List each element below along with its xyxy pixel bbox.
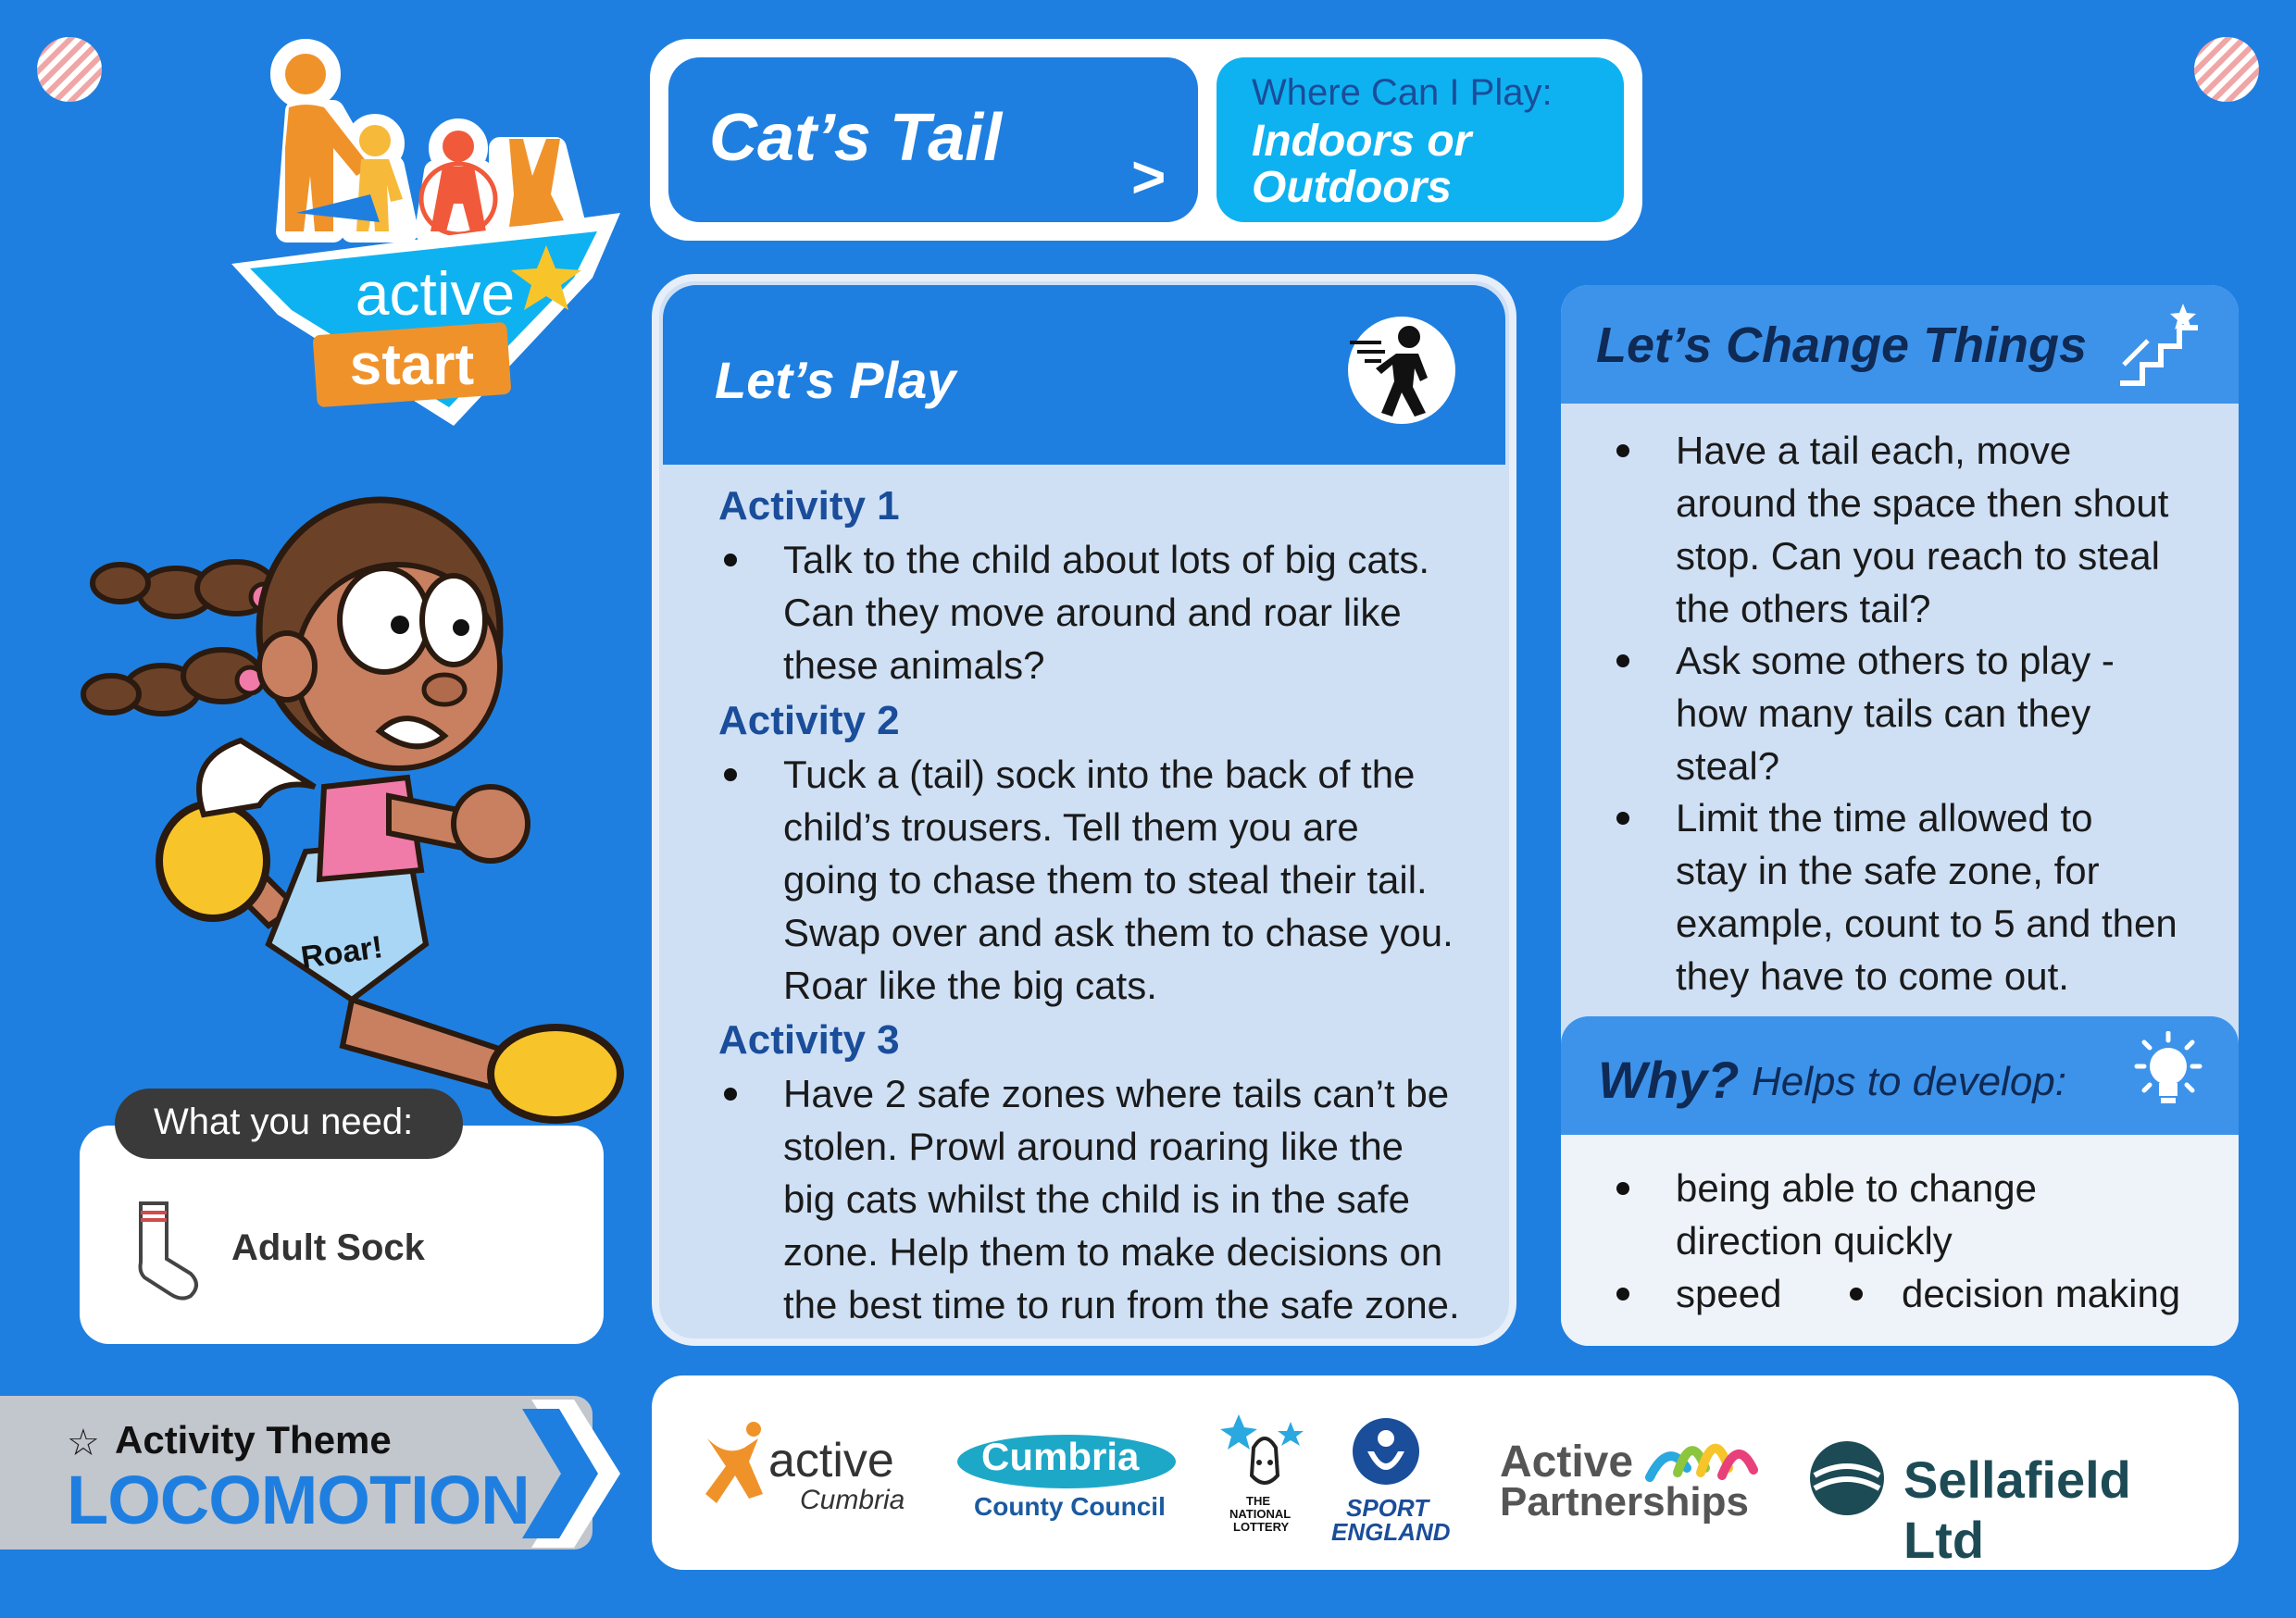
activity-3-line-3: big cats whilst the child is in the safe: [783, 1177, 1411, 1221]
change-item-2-line-2: how many tails can they: [1676, 691, 2091, 735]
change-item-1-line-2: around the space then shout: [1676, 481, 2169, 525]
theme-chevron: [518, 1400, 630, 1548]
sellafield-emblem-icon: [1807, 1438, 1887, 1518]
sport-england-logo: [1326, 1414, 1451, 1546]
why-title: Why?: [1598, 1051, 1740, 1109]
lottery-line-1: THE: [1246, 1494, 1270, 1508]
change-things-heading: Let’s Change Things: [1596, 317, 2088, 373]
active-partnerships-logo: [1496, 1422, 1765, 1524]
stairs-star-icon: [2115, 300, 2203, 389]
walking-figure-icon: [1348, 317, 1455, 424]
change-item-3-line-4: they have to come out.: [1676, 954, 2069, 998]
activity-2-line-3: going to chase them to steal their tail.: [783, 858, 1428, 902]
activity-3-line-4: zone. Help them to make decisions on: [783, 1230, 1443, 1274]
bullet: [724, 1088, 737, 1101]
where-value: Indoors or Outdoors: [1252, 117, 1472, 212]
activity-1-line-2: Can they move around and roar like: [783, 591, 1402, 634]
cumbria-cc-top: Cumbria: [981, 1435, 1140, 1478]
activity-2-title: Activity 2: [718, 698, 900, 743]
why-item-1-line-1: being able to change: [1676, 1166, 2037, 1210]
logo-text-start: start: [349, 333, 475, 397]
sport-england-emblem-icon: [1326, 1414, 1446, 1488]
where-label: Where Can I Play:: [1252, 72, 1553, 113]
change-item-2-line-1: Ask some others to play -: [1676, 639, 2115, 682]
cumbria-county-council-logo: [957, 1425, 1176, 1527]
sport-england-line-2: ENGLAND: [1331, 1518, 1451, 1546]
why-item-speed: speed: [1676, 1272, 1782, 1315]
active-cumbria-sub: Cumbria: [800, 1485, 905, 1515]
bullet: [1616, 1182, 1629, 1195]
flame-swoosh-icon: [1641, 1422, 1761, 1487]
star-outline-icon: ☆: [67, 1423, 100, 1463]
active-start-logo: [231, 37, 639, 481]
running-girl-illustration: [74, 481, 667, 1166]
national-lottery-logo: [1220, 1411, 1309, 1540]
bullet: [1616, 812, 1629, 825]
lets-play-heading: Let’s Play: [715, 351, 956, 409]
crossed-fingers-icon: [1220, 1411, 1309, 1494]
active-cumbria-logo: [689, 1420, 911, 1522]
bullet: [724, 768, 737, 781]
lightbulb-icon: [2129, 1031, 2207, 1114]
chevron-right-icon: >: [1131, 143, 1167, 210]
activity-2-line-5: Roar like the big cats.: [783, 964, 1157, 1007]
bullet: [1616, 1288, 1629, 1301]
active-partnerships-line-1: Active: [1500, 1438, 1634, 1487]
activity-1-line-3: these animals?: [783, 643, 1045, 687]
active-cumbria-figure-icon: [689, 1420, 781, 1522]
activity-1-line-1: Talk to the child about lots of big cats.: [783, 538, 1430, 581]
sport-england-line-1: SPORT: [1346, 1494, 1429, 1522]
activity-1-title: Activity 1: [718, 483, 900, 529]
cumbria-cc-bottom: County Council: [974, 1492, 1166, 1521]
why-item-1-line-2: direction quickly: [1676, 1219, 1953, 1263]
page-title: Cat’s Tail: [709, 101, 1003, 175]
bullet: [1616, 444, 1629, 457]
change-item-1-line-3: stop. Can you reach to steal: [1676, 534, 2160, 578]
need-item: Adult Sock: [231, 1227, 425, 1268]
active-cumbria-word: active: [768, 1434, 894, 1487]
change-item-3-line-2: stay in the safe zone, for: [1676, 849, 2100, 892]
change-item-3-line-3: example, count to 5 and then: [1676, 902, 2177, 945]
activity-3-line-5: the best time to run from the safe zone.: [783, 1283, 1460, 1326]
corner-decoration-right: [2194, 37, 2259, 102]
logo-text-active: active: [355, 259, 516, 328]
change-item-1-line-1: Have a tail each, move: [1676, 429, 2072, 472]
activity-3-line-1: Have 2 safe zones where tails can’t be: [783, 1072, 1450, 1115]
activity-2-line-1: Tuck a (tail) sock into the back of the: [783, 753, 1416, 796]
sock-icon: [130, 1200, 204, 1303]
corner-decoration-left: [37, 37, 102, 102]
activity-3-line-2: stolen. Prowl around roaring like the: [783, 1125, 1404, 1168]
change-item-1-line-4: the others tail?: [1676, 587, 1931, 630]
why-item-decision: decision making: [1902, 1272, 2181, 1315]
lottery-line-3: LOTTERY: [1233, 1520, 1290, 1534]
activity-2-line-4: Swap over and ask them to chase you.: [783, 911, 1454, 954]
bullet: [1850, 1288, 1863, 1301]
bullet: [1616, 654, 1629, 667]
what-you-need-label: What you need:: [154, 1101, 414, 1142]
lottery-line-2: NATIONAL: [1229, 1507, 1292, 1521]
activity-3-title: Activity 3: [718, 1017, 900, 1063]
active-partnerships-line-2: Partnerships: [1500, 1479, 1749, 1525]
sellafield-name: Sellafield Ltd: [1903, 1450, 2131, 1569]
why-subtitle: Helps to develop:: [1752, 1059, 2066, 1104]
activity-2-line-2: child’s trousers. Tell them you are: [783, 805, 1359, 849]
change-item-3-line-1: Limit the time allowed to: [1676, 796, 2093, 840]
bullet: [724, 554, 737, 566]
sellafield-logo: [1807, 1438, 2215, 1569]
activity-theme-value: LOCOMOTION: [67, 1462, 530, 1538]
roar-speech: Roar!: [298, 929, 385, 977]
activity-theme-label: Activity Theme: [115, 1418, 392, 1462]
change-item-2-line-3: steal?: [1676, 744, 1780, 788]
